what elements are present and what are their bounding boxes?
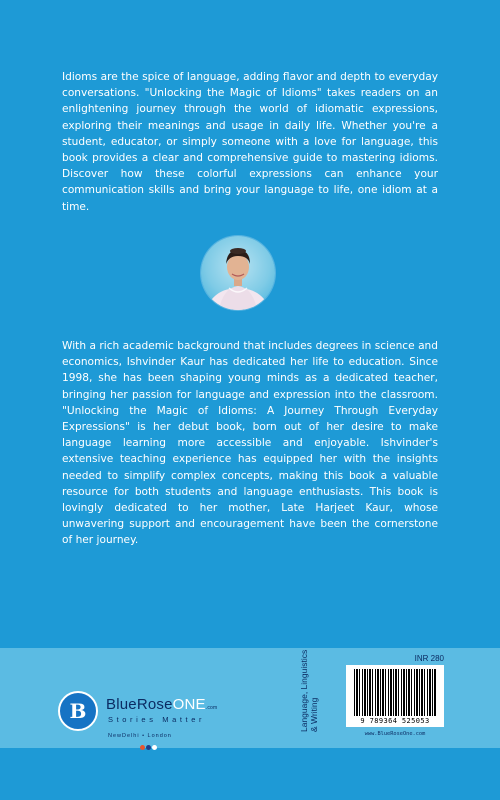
book-price: INR 280: [414, 654, 444, 663]
category-line-2: & Writing: [309, 697, 319, 732]
publisher-website: www.BlueRoseOne.com: [364, 731, 426, 737]
publisher-name-main: BlueRose: [106, 696, 173, 713]
category-line-1: Language, Linguistics: [299, 649, 309, 732]
barcode-bars: [354, 669, 436, 716]
isbn-barcode: [346, 665, 444, 727]
publisher-name-accent: ONE: [172, 696, 206, 713]
author-bio: With a rich academic background that includes degrees in science and economics, Ishvinder Kaur has dedicated her life to education. Since 1998, she has been shaping young minds as a dedicated teacher, bringing her passion for language and expression into the classroom. "Unlocking the Magic of Idioms: A Journey Through Everyday Expressions" is her debut book, born out of her desire to make language learning more accessible and enjoyable. Ishvinder's extensive teaching experience has equipped her with the insights needed to simplify complex concepts, making this book a valuable resource for both students and language enthusiasts. This book is lovingly dedicated to her mother, Late Harjeet Kaur, whose unwavering support and encouragement have been the cornerstone of her journey.: [62, 340, 438, 547]
flag-dot-blue: [146, 745, 151, 750]
author-portrait-illustration: [201, 236, 275, 310]
bottom-edge: [0, 748, 500, 800]
publisher-emblem-icon: B: [58, 691, 98, 731]
isbn-digits: 9 789364 525053: [360, 717, 430, 725]
publisher-tagline: Stories Matter: [108, 715, 206, 724]
book-blurb: Idioms are the spice of language, adding flavor and depth to everyday conversations. "Unlocking the Magic of Idioms" takes readers on an enlightening journey through the world of idiomatic expressions, exploring their meanings and usage in daily life. Whether you're a student, educator, or simply someone with a love for language, this book provides a clear and comprehensive guide to mastering idioms. Discover how these colorful expressions can enhance your communication skills and bring your language to life, one idiom at a time.: [62, 71, 438, 213]
flag-dots-icon: [140, 745, 160, 750]
author-photo: [201, 236, 275, 310]
publisher-name: [106, 696, 217, 713]
publisher-logo-block: [58, 691, 258, 751]
flag-dot-white: [152, 745, 157, 750]
publisher-name-suffix: .com: [205, 705, 218, 711]
flag-dot-orange: [140, 745, 145, 750]
book-category: [299, 649, 329, 732]
publisher-cities: NewDelhi • London: [108, 733, 172, 739]
